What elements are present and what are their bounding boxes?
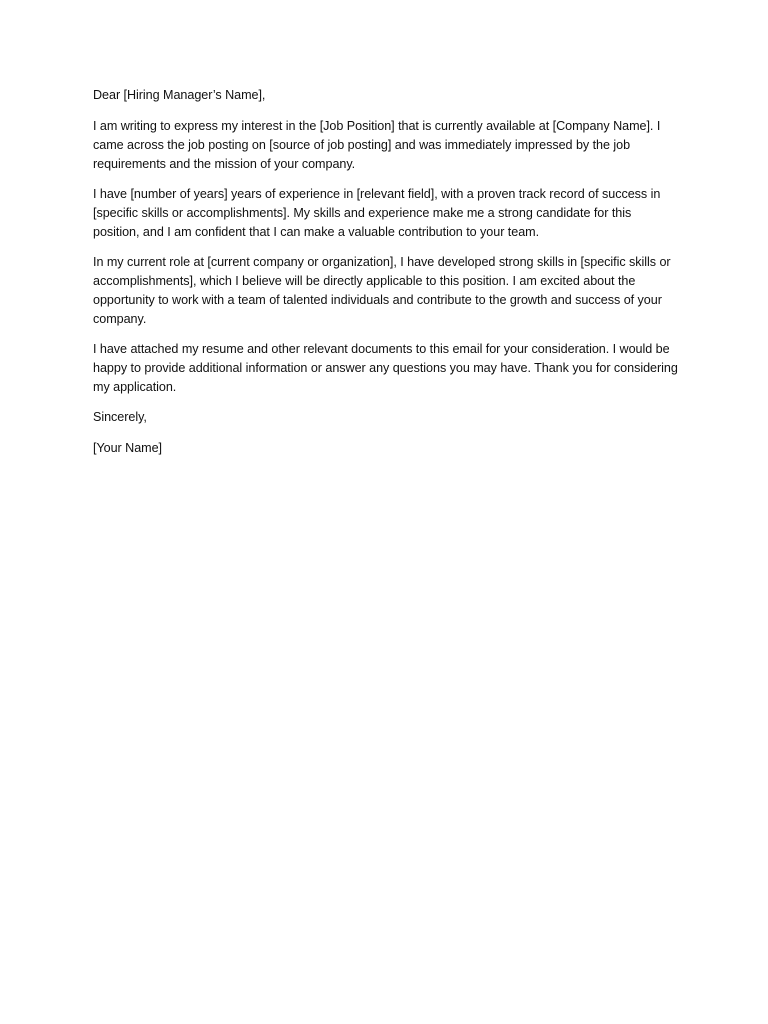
cover-letter-body <box>93 86 678 469</box>
letter-paragraph-2: I have [number of years] years of experience in [relevant field], with a proven track record of success in [specific skills or accomplishments]. My skills and experience make me a strong candidate for this position, and I am confident that I can make a valuable contribution to your team. <box>93 187 661 239</box>
letter-closing: Sincerely, <box>93 410 147 424</box>
letter-paragraph-4: I have attached my resume and other relevant documents to this email for your consideration. I would be happy to provide additional information or answer any questions you may have. Thank you for considering my application. <box>93 342 678 394</box>
letter-paragraph-3: In my current role at [current company or organization], I have developed strong skills in [specific skills or accomplishments], which I believe will be directly applicable to this position. I am excited about the opportunity to work with a team of talented individuals and contribute to the growth and success of your company. <box>93 255 671 326</box>
letter-salutation: Dear [Hiring Manager’s Name], <box>93 88 266 102</box>
letter-signature: [Your Name] <box>93 441 162 455</box>
letter-paragraph-1: I am writing to express my interest in the [Job Position] that is currently available at [Company Name]. I came across the job posting on [source of job posting] and was immediately impressed by the job requirements and the mission of your company. <box>93 119 661 171</box>
